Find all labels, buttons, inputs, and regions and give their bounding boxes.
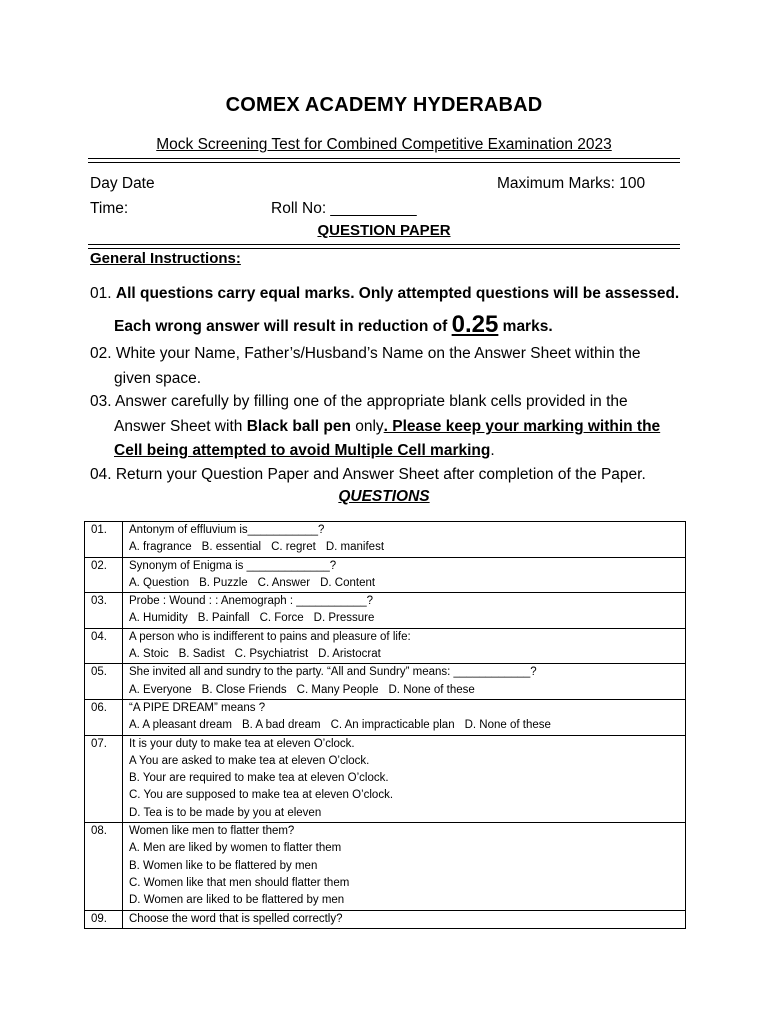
table-row	[85, 910, 686, 928]
option-a: A. Humidity	[129, 612, 188, 625]
question-number: 06.	[85, 699, 123, 735]
instruction-3-only: only	[355, 418, 384, 435]
instruction-1-line2	[114, 311, 553, 339]
instruction-3-line2	[114, 418, 660, 436]
question-text: “A PIPE DREAM” means ?	[129, 701, 266, 714]
question-text: Choose the word that is spelled correctly?	[129, 912, 343, 925]
questions-heading: QUESTIONS	[338, 488, 430, 505]
option-c: C. Force	[259, 612, 304, 625]
option-b: B. Sadist	[178, 648, 225, 661]
table-row	[85, 699, 686, 735]
instruction-3-emphasis-1: . Please keep your marking within the	[383, 418, 661, 435]
question-text: A person who is indifferent to pains and pleasure of life:	[129, 630, 411, 643]
options-line	[129, 717, 685, 734]
question-cell	[123, 664, 686, 700]
option-b: B. essential	[201, 541, 262, 554]
options-line	[129, 575, 685, 592]
question-number: 09.	[85, 910, 123, 928]
question-text: Women like men to flatter them?	[129, 825, 295, 838]
question-cell	[123, 823, 686, 910]
instruction-1-line2-post: marks.	[502, 318, 553, 335]
question-number: 01.	[85, 522, 123, 558]
option-b: B. Painfall	[197, 612, 250, 625]
option-d: D. Women are liked to be flattered by men	[129, 894, 345, 907]
question-number: 04.	[85, 628, 123, 664]
general-instructions-heading: General Instructions:	[90, 250, 241, 267]
option-b: B. Women like to be flattered by men	[129, 859, 318, 872]
option-a: A. A pleasant dream	[129, 719, 232, 732]
options-line	[129, 610, 685, 627]
instruction-3-end: .	[490, 442, 495, 459]
option-c: C. Women like that men should flatter them	[129, 876, 350, 889]
instruction-3-emphasis-2: Cell being attempted to avoid Multiple Cell marking	[114, 442, 491, 459]
instruction-1-text: All questions carry equal marks. Only attempted questions will be assessed.	[115, 285, 680, 302]
option-a: A. Everyone	[129, 683, 192, 696]
option-d: D. Pressure	[313, 612, 375, 625]
option-c: C. You are supposed to make tea at eleven O’clock.	[129, 789, 394, 802]
option-d: D. None of these	[464, 719, 551, 732]
option-b: B. Close Friends	[201, 683, 287, 696]
question-number: 02.	[85, 557, 123, 593]
option-d: D. Aristocrat	[318, 648, 381, 661]
question-cell	[123, 557, 686, 593]
options-line	[129, 539, 685, 556]
question-number: 07.	[85, 735, 123, 822]
table-row	[85, 522, 686, 558]
instruction-1-number: 01.	[90, 285, 112, 302]
table-row	[85, 593, 686, 629]
day-date-label: Day Date	[90, 175, 155, 192]
header-divider	[88, 158, 680, 163]
question-text: Probe : Wound : : Anemograph : ___________?	[129, 595, 374, 608]
option-a: A. fragrance	[129, 541, 192, 554]
question-text: Antonym of effluvium is___________?	[129, 524, 325, 536]
instruction-1-line2-pre: Each wrong answer will result in reduction of	[114, 318, 448, 335]
option-a: A You are asked to make tea at eleven O’clock.	[129, 754, 370, 767]
table-row	[85, 664, 686, 700]
table-row	[85, 557, 686, 593]
instruction-3-black-ball-pen: Black ball pen	[246, 418, 351, 435]
option-b: B. Puzzle	[199, 576, 248, 589]
option-a: A. Stoic	[129, 648, 169, 661]
questions-table	[84, 521, 686, 929]
question-text: Synonym of Enigma is _____________?	[129, 559, 337, 572]
question-cell	[123, 910, 686, 928]
option-d: D. manifest	[325, 541, 385, 554]
instruction-3-line1: 03. Answer carefully by filling one of the appropriate blank cells provided in the	[90, 393, 628, 410]
time-label: Time:	[90, 200, 129, 217]
question-cell	[123, 699, 686, 735]
instruction-2-line2: given space.	[114, 370, 202, 387]
question-cell	[123, 593, 686, 629]
options-line	[129, 682, 685, 699]
option-c: C. Many People	[296, 683, 379, 696]
option-a: A. Men are liked by women to flatter them	[129, 842, 342, 855]
instructions-divider	[88, 244, 680, 249]
instruction-4: 04. Return your Question Paper and Answer Sheet after completion of the Paper.	[90, 466, 646, 483]
exam-subtitle	[0, 136, 768, 154]
option-c: C. Answer	[257, 576, 311, 589]
instruction-2-line1: 02. White your Name, Father’s/Husband’s Name on the Answer Sheet within the	[90, 345, 641, 362]
deduction-value: 0.25	[451, 311, 499, 338]
option-a: A. Question	[129, 576, 190, 589]
option-c: C. An impracticable plan	[330, 719, 455, 732]
academy-title: COMEX ACADEMY HYDERABAD	[225, 94, 543, 116]
option-d: D. None of these	[388, 683, 475, 696]
instruction-3-line2-pre: Answer Sheet with	[114, 418, 243, 435]
options-line	[129, 646, 685, 663]
roll-no-label: Roll No: __________	[271, 200, 417, 217]
question-cell	[123, 735, 686, 822]
maximum-marks-label: Maximum Marks: 100	[497, 175, 646, 192]
option-b: B. A bad dream	[241, 719, 321, 732]
instruction-1	[90, 285, 679, 303]
option-d: D. Tea is to be made by you at eleven	[129, 806, 322, 819]
table-row	[85, 628, 686, 664]
question-paper-heading: QUESTION PAPER	[317, 222, 451, 239]
table-row	[85, 735, 686, 822]
question-text: It is your duty to make tea at eleven O’clock.	[129, 737, 355, 750]
option-c: C. regret	[271, 541, 316, 554]
question-number: 08.	[85, 823, 123, 910]
option-c: C. Psychiatrist	[234, 648, 309, 661]
exam-subtitle-text: Mock Screening Test for Combined Competitive Examination 2023	[156, 136, 612, 153]
question-number: 05.	[85, 664, 123, 700]
table-row	[85, 823, 686, 910]
instruction-3-line3	[114, 442, 495, 460]
option-b: B. Your are required to make tea at eleven O’clock.	[129, 772, 389, 785]
question-text: She invited all and sundry to the party. “All and Sundry” means: ____________?	[129, 666, 537, 679]
question-cell	[123, 628, 686, 664]
question-cell	[123, 522, 686, 558]
question-number: 03.	[85, 593, 123, 629]
option-d: D. Content	[320, 576, 376, 589]
